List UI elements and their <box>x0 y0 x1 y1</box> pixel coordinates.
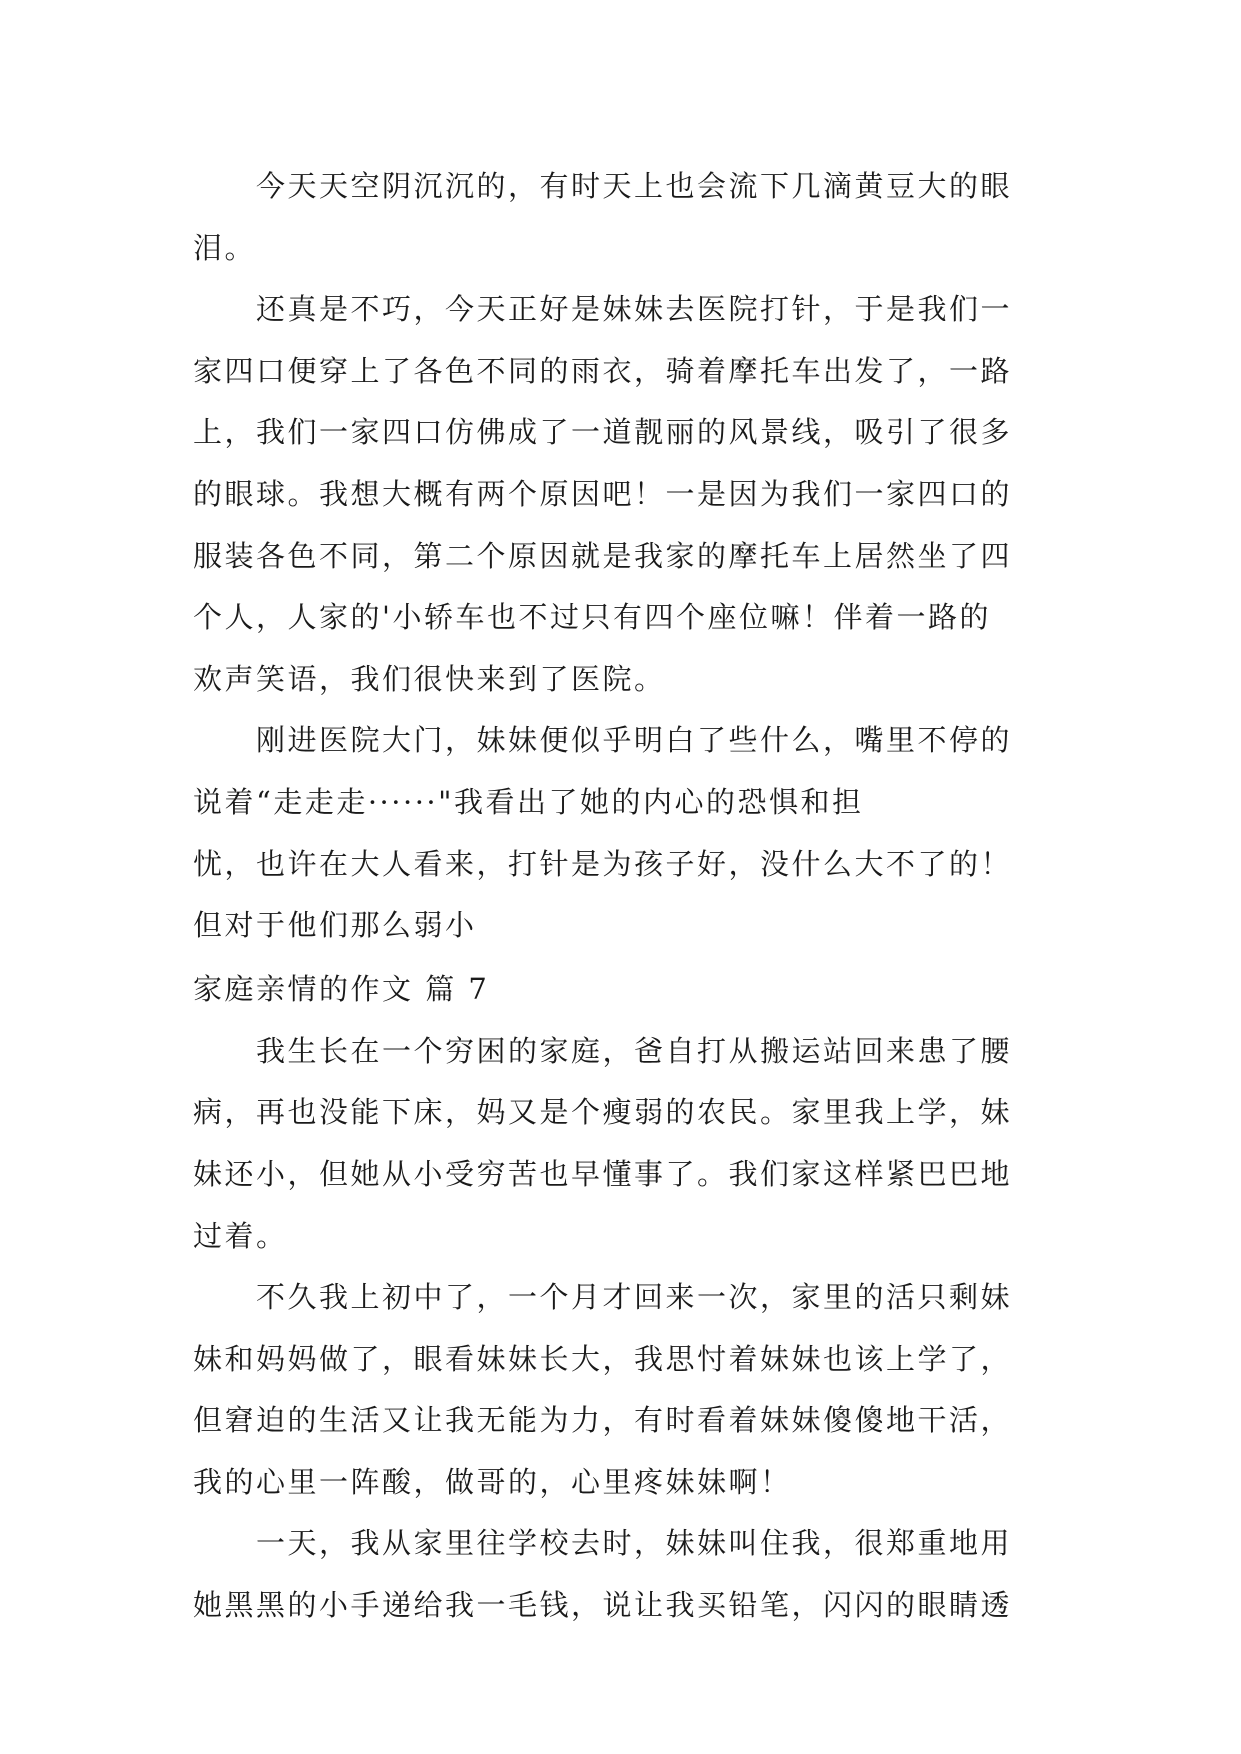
text-line: 但窘迫的生活又让我无能为力，有时看着妹妹傻傻地干活， <box>193 1403 1013 1438</box>
text-line: 但对于他们那么弱小 <box>193 908 477 943</box>
text-line: 泪。 <box>193 230 257 265</box>
text-line: 忧，也许在大人看来，打针是为孩子好，没什么大不了的！ <box>193 846 1013 881</box>
paragraph-family-background <box>193 1021 1073 1267</box>
text-line: 我的心里一阵酸，做哥的，心里疼妹妹啊！ <box>193 1464 792 1499</box>
paragraph-one-day <box>193 1513 1073 1636</box>
text-line: 欢声笑语，我们很快来到了医院。 <box>193 661 666 696</box>
paragraph-weather <box>193 156 1073 279</box>
text-line: 我生长在一个穷困的家庭，爸自打从搬运站回来患了腰 <box>256 1033 1013 1068</box>
paragraph-motorcycle-trip <box>193 279 1073 710</box>
text-line: 家四口便穿上了各色不同的雨衣，骑着摩托车出发了，一路 <box>193 353 1013 388</box>
text-line: 她黑黑的小手递给我一毛钱，说让我买铅笔，闪闪的眼睛透 <box>193 1588 1013 1623</box>
text-line: 的眼球。我想大概有两个原因吧！一是因为我们一家四口的 <box>193 476 1013 511</box>
section-heading: 家庭亲情的作文 篇 7 <box>193 971 490 1006</box>
text-line: 服装各色不同，第二个原因就是我家的摩托车上居然坐了四 <box>193 538 1013 573</box>
text-line: 上，我们一家四口仿佛成了一道靓丽的风景线，吸引了很多 <box>193 415 1013 450</box>
text-line: 妹和妈妈做了，眼看妹妹长大，我思忖着妹妹也该上学了， <box>193 1341 1013 1376</box>
text-line: 病，再也没能下床，妈又是个瘦弱的农民。家里我上学，妹 <box>193 1095 1013 1130</box>
text-line: 一天，我从家里往学校去时，妹妹叫住我，很郑重地用 <box>256 1526 1013 1561</box>
text-line: 今天天空阴沉沉的，有时天上也会流下几滴黄豆大的眼 <box>256 169 1013 203</box>
text-line: 刚进医院大门，妹妹便似乎明白了些什么，嘴里不停的 <box>256 723 1013 758</box>
text-line: 说着“走走走······"我看出了她的内心的恐惧和担 <box>193 784 864 819</box>
text-line: 妹还小，但她从小受穷苦也早懂事了。我们家这样紧巴巴地 <box>193 1156 1013 1191</box>
text-line: 个人，人家的'小轿车也不过只有四个座位嘛！伴着一路的 <box>193 600 991 635</box>
paragraph-middle-school <box>193 1267 1073 1513</box>
text-line: 过着。 <box>193 1218 288 1253</box>
text-line: 还真是不巧，今天正好是妹妹去医院打针，于是我们一 <box>256 292 1013 327</box>
document-page <box>193 156 1073 1637</box>
paragraph-hospital <box>193 710 1073 956</box>
text-line: 不久我上初中了，一个月才回来一次，家里的活只剩妹 <box>256 1280 1013 1315</box>
